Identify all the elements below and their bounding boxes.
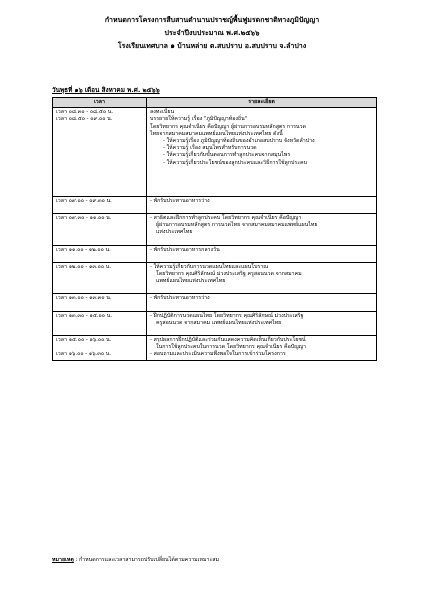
spacer	[150, 167, 373, 174]
time-range: เวลา ๑๒.๐๐ - ๑๓.๐๐ น.	[56, 263, 112, 270]
detail-line: บรรยายให้ความรู้ เรื่อง "ภูมิปัญญาท้องถิ่น"	[150, 116, 248, 123]
detail-line: - ให้ความรู้เรื่อง ภูมิปัญญาท้องถิ่นของอำเภอสบปราบ จังหวัดลำปาง	[163, 138, 315, 145]
detail-line: - พักรับประทานอาหารว่าง	[150, 197, 210, 204]
spacer	[150, 285, 373, 292]
time-range: เวลา ๑๓.๓๐ - ๑๕.๐๐ น.	[56, 312, 112, 319]
spacer	[150, 181, 373, 188]
detail-cell	[147, 262, 377, 294]
detail-line: ผู้ผ่านการอบรมหลักสูตร การนวดไทย จากสมาคมสมาคมแพทย์แผนไทย	[156, 222, 318, 229]
time-range: เวลา ๐๘.๓๐ - ๐๘.๕๐ น.	[56, 109, 114, 116]
time-range: เวลา ๐๘.๕๐ - ๐๙.๐๐ น.	[56, 116, 113, 123]
detail-cell	[147, 245, 377, 262]
table-row	[53, 262, 377, 294]
schedule-table	[52, 97, 377, 361]
table-row	[53, 311, 377, 335]
doc-title-line1: กำหนดการโครงการสืบสานตำนานปราชญ์พื้นฟูมรดกชาติทางภูมิปัญญา	[104, 16, 320, 24]
time-range: เวลา ๑๓.๐๐ - ๑๓.๓๐ น.	[56, 295, 112, 302]
doc-title-line2: ประจำปีงบประมาณ พ.ศ.๒๕๖๖	[164, 29, 260, 37]
spacer	[150, 205, 373, 212]
time-cell	[53, 336, 147, 361]
time-cell	[53, 214, 147, 246]
detail-cell	[147, 196, 377, 213]
time-cell	[53, 311, 147, 335]
spacer	[150, 303, 373, 310]
table-row	[53, 245, 377, 262]
time-cell	[53, 245, 147, 262]
detail-line: แห่งประเทศไทย	[156, 229, 193, 236]
detail-cell	[147, 311, 377, 335]
time-range: เวลา ๐๙.๐๐ - ๐๙.๓๐ น.	[56, 197, 112, 204]
spacer	[150, 188, 373, 195]
detail-line: - ให้ความรู้เกี่ยวกับการนวดแผนไทยและแผนโบราณ	[150, 263, 269, 270]
detail-line: โดยวิทยากร คุณจำเนียร คือปัญญา ผู้ผ่านการอบรมหลักสูตร การนวด	[150, 123, 306, 130]
column-header-detail: รายละเอียด	[147, 98, 377, 108]
detail-line: - สรุปผลการฝึกปฏิบัติและร่วมกันแสดงความคิดเห็นเกี่ยวกับประโยชน์	[150, 337, 306, 344]
detail-line: โดยวิทยากร คุณศิริลักษณ์ ม่วงประเสริฐ ครูสอนนวด จากสมาคม	[156, 271, 302, 278]
detail-line: ในการใช้ลูกประคบในการนวด โดยวิทยากร คุณจำเนียร คือปัญญา	[156, 344, 307, 351]
detail-line: - พักรับประทานอาหารกลางวัน	[150, 246, 220, 253]
time-range: เวลา ๑๑.๐๐ - ๑๒.๐๐ น.	[56, 246, 111, 253]
detail-cell	[147, 294, 377, 311]
time-range: เวลา ๑๖.๐๐ - ๑๖.๓๐ น.	[56, 351, 112, 358]
table-row	[53, 196, 377, 213]
detail-line: - ให้ความรู้ เรื่อง สมุนไพรสำหรับการนวด	[163, 145, 257, 152]
time-cell	[53, 108, 147, 197]
column-header-time: เวลา	[53, 98, 147, 108]
detail-line: - สาธิตและฝึกการทำลูกประคบ โดยวิทยากร คุณจำเนียร คือปัญญา	[150, 215, 302, 222]
detail-cell	[147, 214, 377, 246]
detail-line: ครูสอนนวด จากสมาคม แพทย์แผนไทยแห่งประเทศไทย	[156, 319, 282, 326]
spacer	[150, 327, 373, 334]
table-row	[53, 336, 377, 361]
detail-line: ไทยจากสมาคมสมาคมแพทย์แผนไทยแห่งประเทศไทย ดังนี้	[150, 130, 283, 137]
detail-line: - พักรับประทานอาหารว่าง	[150, 295, 210, 302]
table-row	[53, 294, 377, 311]
detail-line: - ฝึกปฏิบัติการนวดแผนไทย โดยวิทยากร คุณศิริลักษณ์ ม่วงประเสริฐ	[150, 312, 304, 319]
spacer	[150, 237, 373, 244]
detail-line: - สอบถามและประเมินความพึงพอใจในการเข้าร่วมโครงการ	[150, 351, 286, 358]
time-cell	[53, 262, 147, 294]
time-range: เวลา ๑๕.๐๐ - ๑๖.๐๐ น.	[56, 337, 112, 344]
doc-title-line3: โรงเรียนเทศบาล ๑ บ้านหล่าย ต.สบปราบ อ.สบปราบ จ.ลำปาง	[117, 42, 307, 50]
footnote-label: หมายเหตุ	[52, 557, 74, 563]
detail-line: - ให้ความรู้เกี่ยวกับขั้นตอนการทำลูกประคบจากสมุนไพร	[163, 152, 291, 159]
footnote-text: : กำหนดการและเวลาสามารถปรับเปลี่ยนได้ตามความเหมาะสม	[73, 557, 220, 563]
table-row	[53, 214, 377, 246]
spacer	[150, 174, 373, 181]
time-range: เวลา ๐๙.๓๐ - ๑๑.๐๐ น.	[56, 215, 112, 222]
schedule-date: วันพุธที่ ๑๖ เดือน สิงหาคม พ.ศ. ๒๕๖๖	[52, 86, 160, 94]
detail-cell	[147, 336, 377, 361]
detail-line: ลงทะเบียน	[150, 109, 175, 116]
table-row	[53, 108, 377, 197]
footnote	[52, 557, 219, 564]
time-cell	[53, 294, 147, 311]
detail-line: แพทย์แผนไทยแห่งประเทศไทย	[156, 278, 226, 285]
detail-cell	[147, 108, 377, 197]
detail-line: - ให้ความรู้เกี่ยวประโยชน์ของลูกประคบและวิธีการใช้ลูกประคบ	[163, 159, 307, 166]
table-header-row	[53, 98, 377, 108]
time-range	[56, 344, 143, 351]
spacer	[150, 254, 373, 261]
time-cell	[53, 196, 147, 213]
